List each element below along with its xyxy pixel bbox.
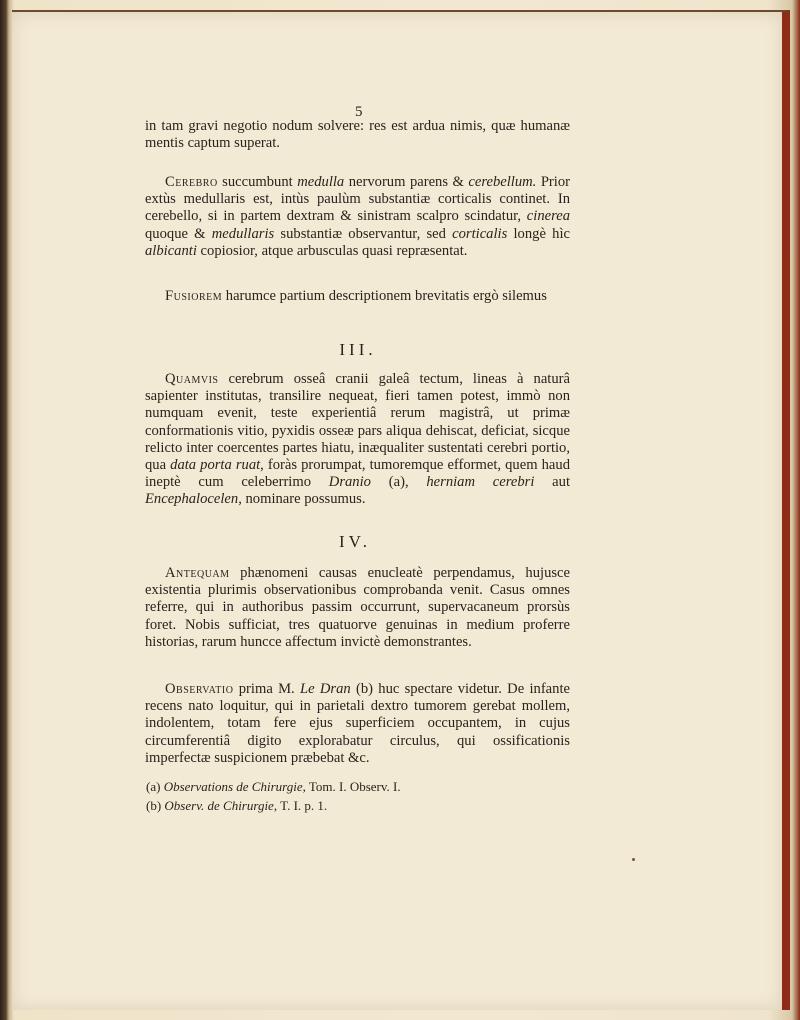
- paragraph-text: (b) huc spectare videtur. De infante recens nato loquitur, qui in parietali dextro tumorem gerebat mollem, indolentem, totam fere ejus superficiem occupantem, in cujus circumferentiâ digito explorabatur circulus, qui ossificationis imperfectæ suspicionem præbebat &c.: [145, 681, 570, 766]
- paragraph-lead: Observatio: [165, 681, 234, 697]
- footnote-mark: (a): [146, 779, 161, 794]
- paragraph-lead: Fusiorem: [165, 288, 223, 304]
- paragraph-text: longè hìc: [507, 225, 570, 242]
- paragraph-text: phænomeni causas enucleatè perpendamus, hujusce existentia plurimis observationibus comprobanda venit. Casus omnes referre, qui in authoribus passim occurrunt, supervacaneum prorsùs foret. Nobis sufficiat, tres quatuorve genuinas in medium proferre historias, rarum huncce affectum invictè demonstrantes.: [145, 565, 570, 650]
- paragraph-quamvis: [145, 371, 570, 509]
- paragraph-text: in tam gravi negotio nodum solvere: res est ardua nimis, quæ humanæ mentis captum superat.: [145, 118, 570, 152]
- italic-term: corticalis: [452, 225, 508, 242]
- paragraph-fusiorem: [145, 288, 570, 305]
- paragraph-continuation: [145, 118, 570, 152]
- paragraph-text: Prior extùs medullaris est, intùs paulùm substantiæ corticalis continet. In cerebello, si in partem dextram & sinistram scalpro scindatur,: [145, 174, 571, 225]
- paragraph-cerebro: [145, 174, 570, 260]
- paragraph-text: cerebrum osseâ cranii galeâ tectum, lineas à naturâ sapienter institutas, transilire nequeat, fieri tamen potest, immò non numquam evenit, teste experientiâ rerum magistrâ, ut primæ conformationis vitio, pyxidis osseæ pars aliqua dehiscat, deficiat, sicque relicto inter coercentes partes hiatu, inæqualiter sustentati cerebri portio, qua: [145, 371, 570, 474]
- italic-term: medulla: [297, 174, 345, 190]
- italic-term: Encephalocelen: [145, 491, 239, 508]
- section-heading-iv: IV.: [339, 532, 371, 551]
- paragraph-text: , nominare possumus.: [238, 491, 366, 508]
- book-page: [12, 10, 790, 1010]
- section-heading-iii: III.: [339, 340, 377, 359]
- paragraph-lead: Antequam: [165, 565, 230, 581]
- paragraph-text: (a),: [370, 474, 427, 491]
- italic-term: medullaris: [211, 225, 275, 242]
- footnote-title: Observations de Chirurgie: [163, 779, 303, 794]
- page-number: 5: [355, 104, 363, 120]
- paragraph-observatio: [145, 681, 570, 767]
- paragraph-lead: Quamvis: [165, 371, 219, 387]
- footnote-title: Observ. de Chirurgie: [164, 798, 274, 813]
- paper-speck: [632, 858, 635, 861]
- footnote-text: , T. I. p. 1.: [273, 798, 328, 813]
- footnote-b: [146, 797, 546, 815]
- paragraph-text: succumbunt: [217, 174, 298, 190]
- paragraph-text: nervorum parens &: [344, 174, 469, 190]
- italic-term: data porta ruat: [170, 457, 261, 474]
- paragraph-text: harumce partium descriptionem brevitatis ergò silemus: [222, 288, 547, 304]
- footnote-a: [146, 778, 546, 796]
- italic-term: cerebellum.: [468, 174, 537, 190]
- footnote-text: , Tom. I. Observ. I.: [302, 779, 401, 794]
- paragraph-text: prima M.: [233, 681, 300, 697]
- paragraph-text: quoque &: [145, 225, 212, 242]
- paragraph-antequam: [145, 565, 570, 651]
- italic-term: albicanti: [145, 242, 197, 259]
- italic-term: herniam cerebri: [426, 474, 535, 491]
- italic-term: Le Dran: [299, 681, 351, 697]
- footnote-mark: (b): [146, 798, 162, 813]
- paragraph-text: , foràs prorumpat, tumoremque efformet, quem haud ineptè cum celeberrimo: [145, 457, 570, 491]
- italic-term: Dranio: [328, 474, 371, 491]
- paragraph-text: substantiæ observantur, sed: [274, 225, 453, 242]
- paragraph-text: aut: [534, 474, 570, 491]
- paragraph-lead: Cerebro: [165, 174, 218, 190]
- italic-term: cinerea: [526, 208, 570, 225]
- paragraph-text: copiosior, atque arbusculas quasi repræsentat.: [196, 242, 468, 259]
